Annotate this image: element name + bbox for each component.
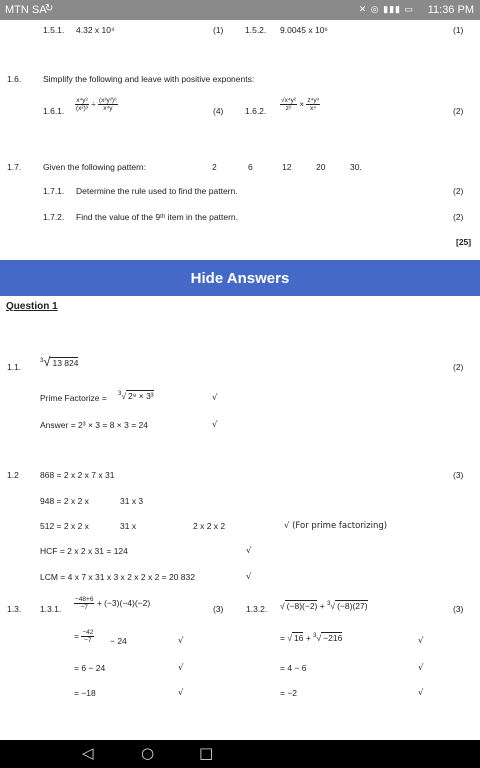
tick-mark: √	[212, 420, 218, 430]
question-number: 1.6.	[7, 74, 22, 84]
pattern-term: 12	[282, 162, 292, 172]
item-label: 1.5.1.	[43, 25, 65, 35]
math-expression-161: $\frac{\text{x⁴y³}}{\text{(x²)³}}$ ÷ $\frac{\text{(x³y²)⁶}}{\text{x⁴y}}$	[76, 97, 117, 112]
home-icon[interactable]: ○	[141, 744, 155, 762]
question-number: 1.7.	[7, 162, 22, 172]
back-icon[interactable]: ◁	[82, 744, 94, 762]
prime-note: √ (For prime factorizing)	[284, 521, 388, 531]
marks: (4)	[213, 106, 224, 116]
marks: (2)	[453, 362, 464, 372]
working-line: 31 x 3	[120, 496, 144, 506]
answers-document	[0, 296, 480, 740]
math-expression-132: √ (−8)(−2) + $^3$√ (−8)(27)	[280, 601, 368, 611]
item-label: 1.5.2.	[245, 25, 267, 35]
item-label: 1.7.2.	[43, 212, 65, 222]
item-label: 1.6.2.	[245, 106, 267, 116]
marks: (2)	[453, 212, 464, 222]
working-line: = 6 − 24	[74, 663, 106, 673]
working-line: = √ 16 + $^3$√ −216	[280, 633, 343, 643]
marks: (2)	[453, 186, 464, 196]
working-line: = −18	[74, 688, 96, 698]
marks: (3)	[453, 470, 464, 480]
expression: 4.32 x 10⁴	[76, 25, 115, 35]
tick-mark: √	[246, 572, 252, 582]
carrier-label: MTN SA	[5, 4, 47, 16]
marks: (1)	[453, 25, 464, 35]
tick-mark: √	[418, 663, 424, 673]
pattern-term: 30.	[350, 162, 362, 172]
marks: (3)	[453, 604, 464, 614]
item-label: 1.3.2.	[246, 604, 268, 614]
cube-root-expression: $^3$√ 13 824	[40, 354, 79, 369]
working-line: 948 = 2 x 2 x	[40, 496, 89, 506]
marks: (2)	[453, 106, 464, 116]
question-text: Simplify the following and leave with positive exponents:	[43, 74, 255, 84]
tick-mark: √	[246, 546, 252, 556]
math-expression-162: $\frac{\text{√x⁴y²}}{\text{z²}}$ × $\frac{\text{z⁴y³}}{\text{x⁴}}$	[281, 97, 319, 112]
question-number: 1.1.	[7, 362, 22, 372]
prime-factorize-label: Prime Factorize =	[40, 393, 107, 403]
pattern-term: 20	[316, 162, 326, 172]
prime-factorize-expression: $^3$√ 2⁹ × 3³	[118, 391, 154, 401]
working-line: 512 = 2 x 2 x	[40, 521, 89, 531]
lcm-line: LCM = 4 x 7 x 31 x 3 x 2 x 2 x 2 = 20 832	[40, 572, 195, 582]
item-label: 1.7.1.	[43, 186, 65, 196]
item-text: Determine the rule used to find the pattern.	[76, 186, 238, 196]
status-icons: ✕ ◎ ▮▮▮ ▭	[358, 4, 414, 14]
tick-mark: √	[418, 636, 424, 646]
question-text: Given the following pattern:	[43, 162, 147, 172]
pattern-term: 2	[212, 162, 217, 172]
working-line: 2 x 2 x 2	[193, 521, 226, 531]
item-label: 1.6.1.	[43, 106, 65, 116]
working-line: = 4 − 6	[280, 663, 307, 673]
marks: (3)	[213, 604, 224, 614]
working-line: = $\frac{-42}{-7}$	[74, 629, 94, 644]
pattern-term: 6	[248, 162, 253, 172]
status-bar	[0, 0, 480, 20]
total-marks: [25]	[456, 237, 472, 247]
question-number: 1.3.	[7, 604, 22, 614]
marks: (1)	[213, 25, 224, 35]
working-line: = −2	[280, 688, 298, 698]
expression: 9.0045 x 10⁶	[280, 25, 328, 35]
item-text: Find the value of the 9ᵗʰ item in the pattern.	[76, 212, 238, 222]
clock: 11:36 PM	[427, 4, 474, 16]
working-line: 31 x	[120, 521, 137, 531]
tick-mark: √	[178, 688, 184, 698]
sync-icon: ↻	[45, 3, 54, 14]
tick-mark: √	[212, 393, 218, 403]
tick-mark: √	[418, 688, 424, 698]
question-document	[0, 20, 480, 260]
working-line: − 24	[110, 636, 127, 646]
tick-mark: √	[178, 636, 184, 646]
item-label: 1.3.1.	[40, 604, 62, 614]
working-line: 868 = 2 x 2 x 7 x 31	[40, 470, 115, 480]
math-expression-131: $\frac{-48+6}{-7}$ + (−3)(−4)(−2)	[75, 596, 151, 611]
question-title: Question 1	[6, 301, 58, 312]
navigation-bar	[0, 740, 480, 768]
hide-answers-button[interactable]: Hide Answers	[0, 260, 480, 296]
answer-line: Answer = 2³ × 3 = 8 × 3 = 24	[40, 420, 148, 430]
hcf-line: HCF = 2 x 2 x 31 = 124	[40, 546, 128, 556]
question-number: 1.2	[7, 470, 19, 480]
tick-mark: √	[178, 663, 184, 673]
recents-icon[interactable]: □	[199, 744, 214, 762]
